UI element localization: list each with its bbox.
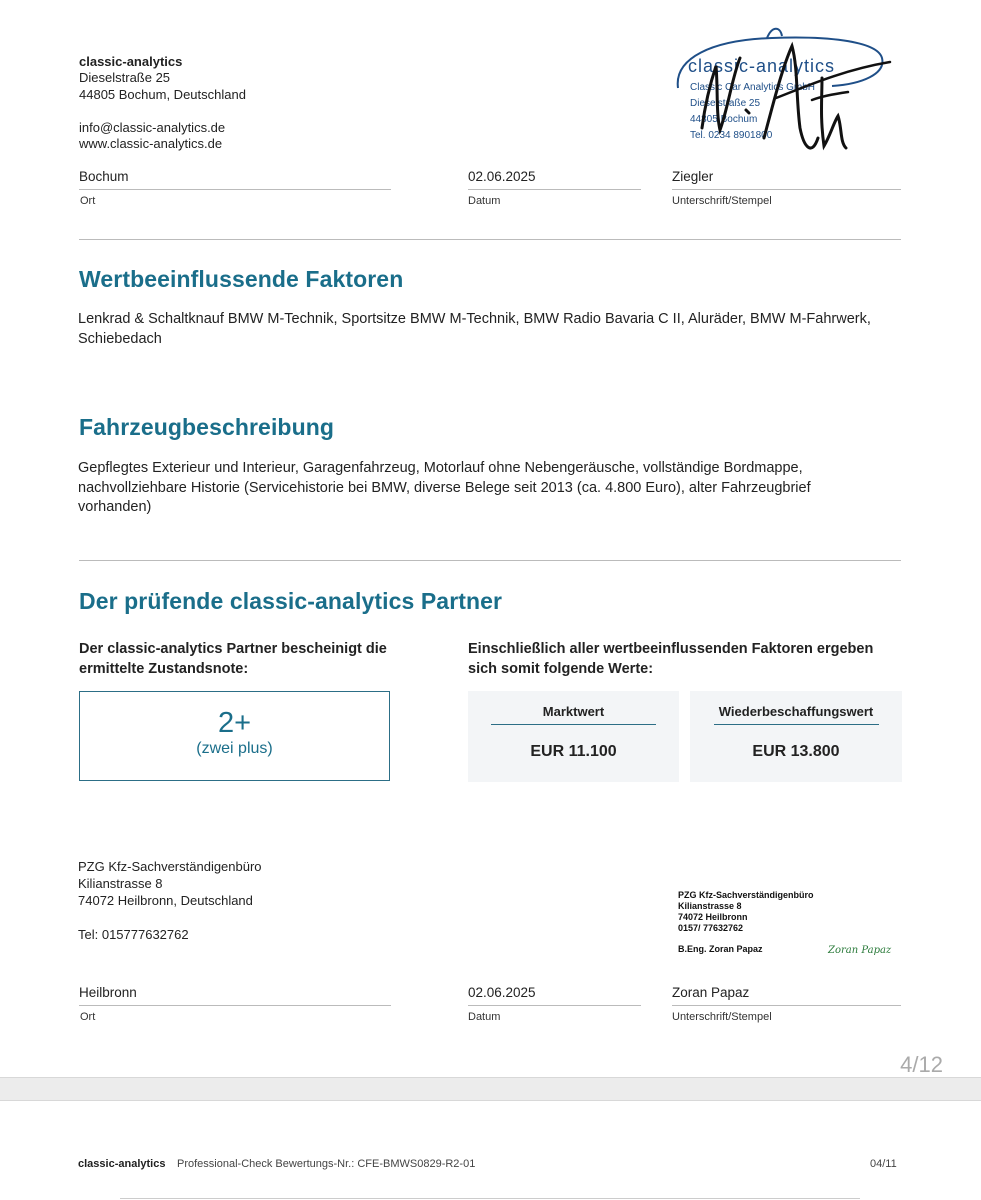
partner-stamp bbox=[678, 890, 900, 962]
date-line bbox=[468, 1005, 641, 1006]
market-value: EUR 11.100 bbox=[530, 743, 617, 760]
date-caption: Datum bbox=[468, 195, 501, 207]
replacement-label: Wiederbeschaffungswert bbox=[718, 704, 874, 719]
date-value: 02.06.2025 bbox=[468, 169, 536, 184]
stamp-line3: 44805 Bochum bbox=[690, 114, 758, 125]
signature-caption: Unterschrift/Stempel bbox=[672, 195, 772, 207]
grade-words: (zwei plus) bbox=[196, 740, 273, 757]
place-caption: Ort bbox=[80, 195, 96, 207]
stamp-line2: Dieselstraße 25 bbox=[690, 98, 761, 109]
partner-stamp-line4: 0157/ 77632762 bbox=[678, 923, 744, 933]
grade-value: 2+ bbox=[217, 707, 252, 739]
stamp-line1: Classic Car Analytics GmbH bbox=[690, 82, 816, 93]
replacement-value-box bbox=[690, 691, 902, 782]
company-street: Dieselstraße 25 bbox=[79, 70, 171, 85]
place-value: Heilbronn bbox=[79, 985, 137, 1000]
signature-caption: Unterschrift/Stempel bbox=[672, 1011, 772, 1023]
factors-text: Lenkrad & Schaltknauf BMW M-Technik, Sportsitze BMW M-Technik, BMW Radio Bavaria C II, Aluräder, BMW M-Fahrwerk, Schiebedach bbox=[78, 311, 871, 347]
footer-page: 04/11 bbox=[870, 1158, 897, 1170]
factors-title: Wertbeeinflussende Faktoren bbox=[79, 266, 404, 292]
market-label: Marktwert bbox=[542, 704, 605, 719]
place-caption: Ort bbox=[80, 1011, 96, 1023]
footer-divider bbox=[120, 1198, 860, 1199]
section-divider bbox=[79, 239, 901, 240]
section-divider bbox=[79, 560, 901, 561]
signature-line bbox=[672, 189, 901, 190]
date-caption: Datum bbox=[468, 1011, 501, 1023]
partner-stamp-line3: 74072 Heilbronn bbox=[678, 912, 748, 922]
page-gap bbox=[0, 1077, 981, 1101]
page-indicator: 4/12 bbox=[900, 1052, 943, 1077]
grade-box bbox=[79, 691, 390, 781]
company-email: info@classic-analytics.de bbox=[79, 120, 226, 135]
partner-stamp-line5: B.Eng. Zoran Papaz bbox=[678, 944, 763, 954]
partner-stamp-line2: Kilianstrasse 8 bbox=[678, 901, 742, 911]
partner-title: Der prüfende classic-analytics Partner bbox=[79, 588, 503, 614]
signature-line bbox=[672, 1005, 901, 1006]
partner-stamp-line1: PZG Kfz-Sachverständigenbüro bbox=[678, 890, 814, 900]
grade-heading: Der classic-analytics Partner bescheinigt die ermittelte Zustandsnote: bbox=[79, 641, 387, 677]
signature-value: Ziegler bbox=[672, 169, 714, 184]
place-line bbox=[79, 189, 391, 190]
partner-company-name: PZG Kfz-Sachverständigenbüro bbox=[78, 859, 262, 874]
footer-brand: classic-analytics bbox=[78, 1158, 166, 1170]
partner-company-phone: Tel: 015777632762 bbox=[78, 927, 189, 942]
company-stamp bbox=[672, 18, 892, 160]
company-web: www.classic-analytics.de bbox=[79, 136, 223, 151]
description-text: Gepflegtes Exterieur und Interieur, Garagenfahrzeug, Motorlauf ohne Nebengeräusche, vollständige Bordmappe, nachvollziehbare Historie (Servicehistorie bei BMW, diverse Belege seit 2013 (ca. 4.800 Euro), alter Fahrzeugbrief vorhanden) bbox=[78, 460, 811, 515]
date-line bbox=[468, 189, 641, 190]
place-value: Bochum bbox=[79, 169, 129, 184]
replacement-value: EUR 13.800 bbox=[752, 743, 840, 760]
company-city: 44805 Bochum, Deutschland bbox=[79, 87, 246, 102]
handwritten-signature-icon bbox=[672, 18, 892, 160]
market-underline bbox=[491, 724, 656, 725]
company-name: classic-analytics bbox=[79, 54, 183, 69]
stamp-brand: classic-analytics bbox=[688, 56, 836, 76]
partner-stamp-signature: Zoran Papaz bbox=[828, 945, 892, 956]
footer-text: Professional-Check Bewertungs-Nr.: CFE-BMWS0829-R2-01 bbox=[177, 1158, 476, 1170]
replacement-underline bbox=[714, 724, 879, 725]
values-heading: Einschließlich aller wertbeeinflussenden Faktoren ergeben sich somit folgende Werte: bbox=[468, 641, 874, 677]
date-value: 02.06.2025 bbox=[468, 985, 536, 1000]
signature-value: Zoran Papaz bbox=[672, 985, 750, 1000]
description-title: Fahrzeugbeschreibung bbox=[79, 414, 335, 440]
partner-company-street: Kilianstrasse 8 bbox=[78, 876, 163, 891]
stamp-line4: Tel. 0234 8901800 bbox=[690, 130, 773, 141]
market-value-box bbox=[468, 691, 679, 782]
place-line bbox=[79, 1005, 391, 1006]
partner-company-city: 74072 Heilbronn, Deutschland bbox=[78, 893, 253, 908]
